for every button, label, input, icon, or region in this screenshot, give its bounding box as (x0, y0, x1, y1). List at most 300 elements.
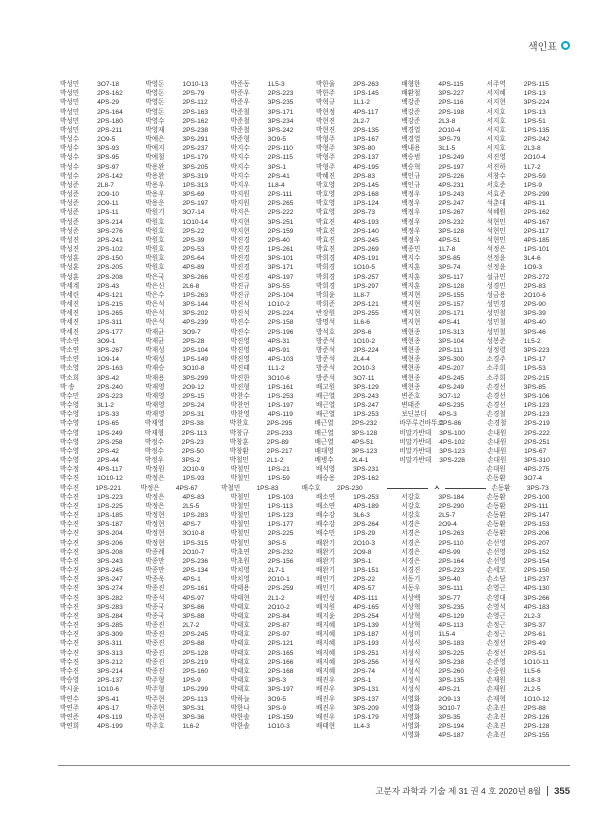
presentation-code: 4PS-239 (182, 319, 209, 327)
author-name: 손내원 (487, 429, 507, 437)
author-name: 보딘분더 (401, 411, 427, 419)
author-name: 박재용 (145, 374, 165, 382)
author-name: 박진석 (230, 310, 250, 318)
author-name: 박세진 (60, 310, 80, 318)
presentation-code: 4PS-51 (351, 438, 374, 446)
index-row (60, 502, 572, 511)
presentation-code: 2PS-225 (267, 530, 294, 538)
author-name: 박성준 (60, 218, 80, 226)
presentation-code: 1L8-3 (523, 677, 541, 685)
presentation-code: 3PS-299 (182, 374, 209, 382)
author-name: 선정윤 (486, 264, 506, 272)
presentation-code: 2PS-111 (267, 191, 293, 199)
presentation-code: 1PS-123 (523, 402, 550, 410)
author-name: 박성훈 (60, 255, 80, 263)
author-name: 박지현 (230, 218, 250, 226)
author-name: 박재균 (145, 337, 165, 345)
presentation-code: 1PS-65 (96, 420, 119, 428)
author-name: 배석영 (315, 466, 336, 474)
presentation-code: 2PS-161 (182, 585, 209, 593)
author-name: 서강호 (401, 493, 421, 501)
author-name: 박수진 (60, 557, 80, 565)
index-table (60, 80, 572, 740)
index-row (60, 318, 572, 327)
index-row (60, 364, 572, 373)
presentation-code: 2PS-156 (267, 557, 294, 565)
author-name: 박현진 (315, 117, 336, 125)
presentation-code: 2PS-162 (353, 475, 379, 483)
author-name: 박정은 (145, 502, 165, 510)
author-name: 서강호 (401, 512, 421, 520)
presentation-code: 2L1-2 (266, 457, 284, 465)
presentation-code: 4PS-21 (438, 686, 461, 694)
author-name: 비말가반데 (399, 447, 432, 455)
author-name: 박성준 (60, 191, 80, 199)
presentation-code: 2PS-233 (266, 429, 293, 437)
presentation-code: 2PS-206 (523, 530, 550, 538)
presentation-code: 3PS-234 (267, 117, 294, 125)
presentation-code: 4PS-1 (182, 576, 201, 584)
author-name: 박정현 (145, 530, 165, 538)
presentation-code: 2PS-147 (523, 512, 550, 520)
author-name: 박효진 (315, 236, 336, 244)
presentation-code: 3PS-74 (438, 264, 461, 272)
presentation-code: 2PS-255 (353, 310, 379, 318)
author-name: 박수진 (60, 539, 80, 547)
author-name: 박태호 (230, 677, 250, 685)
index-row (60, 135, 572, 144)
presentation-code: 1PS-261 (267, 246, 294, 254)
presentation-code: 4PS-119 (97, 713, 123, 721)
presentation-code: 2PS-265 (267, 200, 294, 208)
presentation-code: 4PS-191 (353, 255, 379, 263)
presentation-code: 3PS-69 (182, 191, 205, 199)
author-name: 박수진 (60, 594, 80, 602)
author-name: 박정은 (145, 493, 165, 501)
presentation-code: 3PS-231 (353, 466, 379, 474)
presentation-code: 3PS-106 (523, 392, 550, 400)
author-name: 박시윤 (60, 686, 80, 694)
presentation-code: 2PS-245 (182, 631, 209, 639)
author-name: 박정우 (144, 457, 164, 465)
author-name: 손초진 (486, 723, 506, 731)
presentation-code (174, 731, 230, 740)
author-name: 박철민 (230, 502, 250, 510)
author-name: 손내원 (487, 447, 507, 455)
index-row (60, 208, 572, 217)
presentation-code: 4PS-115 (438, 81, 464, 88)
presentation-code: 1PS-113 (267, 502, 293, 510)
presentation-code: 3PS-85 (438, 255, 461, 263)
presentation-code: 3PS-31 (182, 704, 205, 712)
presentation-code: 2PS-134 (182, 567, 209, 575)
author-name: 박지수 (230, 145, 250, 153)
presentation-code: 3PS-311 (97, 640, 123, 648)
author-name: 박종진 (145, 649, 165, 657)
author-name: 박초원 (230, 557, 250, 565)
index-row (60, 474, 572, 483)
presentation-code: 2PS-110 (438, 539, 464, 547)
presentation-code: 2PS-42 (96, 447, 119, 455)
presentation-code: 2PS-223 (438, 567, 465, 575)
author-name: 박철민 (230, 539, 250, 547)
presentation-code: 3PS-235 (438, 603, 465, 611)
presentation-code: 1L6-2 (182, 723, 200, 731)
presentation-code: 1PS-251 (353, 649, 379, 657)
author-name: 백현종 (401, 383, 421, 391)
author-name: 박창규 (229, 429, 249, 437)
index-row (60, 346, 572, 355)
author-name: 박수진 (60, 548, 80, 556)
presentation-code: 1O10-12 (97, 475, 123, 483)
presentation-code: 3PS-101 (267, 255, 294, 263)
presentation-code: 1PS-124 (353, 200, 379, 208)
presentation-code: 2PS-245 (353, 236, 379, 244)
index-row (60, 649, 572, 658)
author-name: 변태준 (401, 402, 421, 410)
author-name: 석혜원 (486, 209, 506, 217)
author-name: 박태호 (230, 640, 250, 648)
presentation-code: 4PS-117 (97, 466, 123, 474)
presentation-code: 2PS-22 (182, 227, 205, 235)
presentation-code: 2PS-40 (267, 236, 290, 244)
journal-info: 고분자 과학과 기술 제 31 권 4 호 2020년 8월 (375, 786, 542, 796)
presentation-code: 3PS-183 (438, 640, 465, 648)
author-name: 서성식 (401, 677, 421, 685)
presentation-code: 4PS-167 (523, 218, 550, 226)
author-name: 손초진 (486, 732, 506, 740)
author-name: 박종국 (145, 603, 165, 611)
presentation-code: 3PS-73 (526, 484, 549, 492)
presentation-code: 2PS-232 (351, 420, 378, 428)
author-name: 박재영 (145, 411, 165, 419)
author-name: 박수민 (60, 392, 80, 400)
presentation-code: 4PS-189 (353, 502, 379, 510)
presentation-code: 2PS-247 (438, 200, 465, 208)
presentation-code: 1L5-6 (523, 668, 541, 675)
presentation-code: 3PS-310 (524, 457, 550, 465)
presentation-code: 1PS-103 (267, 493, 294, 501)
presentation-code: 3PS-123 (439, 447, 465, 455)
author-name: 박지수 (230, 163, 250, 171)
presentation-code: 2PS-152 (523, 548, 550, 556)
author-name: 서상백 (401, 594, 421, 602)
index-row (60, 282, 572, 291)
author-name: 백인규 (401, 181, 421, 189)
author-name: 박수진 (60, 622, 80, 630)
presentation-code: 4PS-97 (182, 594, 205, 602)
author-name: 박세계 (60, 282, 80, 290)
presentation-code: 1PS-253 (267, 392, 294, 400)
author-name: 박소연 (60, 356, 80, 364)
index-row (60, 383, 572, 392)
presentation-code: 1L1-2 (267, 365, 285, 373)
presentation-code: 1PS-237 (523, 576, 550, 584)
author-name: 박종만 (145, 567, 165, 575)
author-name: 박철민 (230, 466, 250, 474)
author-name: 박세진 (60, 328, 80, 336)
presentation-code: 3PS-238 (438, 658, 465, 666)
index-row (60, 273, 572, 282)
author-name: 박성민 (60, 90, 80, 98)
index-row (60, 630, 572, 639)
presentation-code: 2PS-217 (266, 447, 293, 455)
presentation-code: 3PS-225 (438, 649, 465, 657)
author-name: 박정현 (145, 512, 165, 520)
presentation-code: 2PS-223 (267, 90, 294, 98)
presentation-code: 4PS-245 (438, 374, 465, 382)
author-name: 박원호 (145, 246, 165, 254)
author-name: 서지호 (486, 136, 506, 144)
author-name: 박종진 (145, 631, 165, 639)
index-row (60, 98, 572, 107)
presentation-code: 2PS-61 (523, 631, 546, 639)
author-name: 박진규 (230, 282, 250, 290)
presentation-code: 2PS-135 (353, 126, 379, 134)
presentation-code: 2PS-256 (353, 658, 379, 666)
author-name: 손정선 (486, 649, 506, 657)
author-name: 서지혜 (486, 90, 506, 98)
presentation-code (345, 731, 401, 740)
presentation-code: 2PS-88 (523, 704, 546, 712)
presentation-code: 3O10-8 (182, 530, 205, 538)
author-name: 소주희 (486, 365, 506, 373)
author-name: 서상혁 (401, 622, 421, 630)
author-name: 박한솔 (230, 713, 250, 721)
author-name: 박찬영 (230, 411, 250, 419)
presentation-code: 3PS-235 (267, 99, 294, 107)
presentation-code: 1PS-249 (438, 154, 465, 162)
presentation-code: 2PS-116 (438, 99, 464, 107)
author-name: 서경진 (401, 567, 421, 575)
author-name: 박원기 (145, 209, 165, 217)
author-name: 박성준 (60, 227, 80, 235)
index-row (60, 529, 572, 538)
presentation-code: 2PS-155 (438, 291, 465, 299)
presentation-code: 3L4-6 (523, 255, 541, 263)
presentation-code: 4PS-29 (97, 99, 120, 107)
presentation-code: 1PS-139 (353, 622, 379, 630)
presentation-code: 1O9-3 (523, 264, 543, 272)
index-row (60, 621, 572, 630)
author-name: 백현종 (401, 365, 421, 373)
author-name: 박은석 (145, 319, 165, 327)
author-name: 박지현 (230, 227, 250, 235)
author-name: 박진경 (230, 255, 250, 263)
presentation-code: 4PS-111 (353, 594, 378, 602)
presentation-code: 2PS-254 (353, 612, 379, 620)
presentation-code: 2O10-3 (353, 539, 376, 547)
author-name: 배진우 (315, 695, 336, 703)
presentation-code: 2L6-8 (182, 282, 200, 290)
presentation-code: 1PS-11 (97, 209, 119, 217)
presentation-code: 2PS-232 (267, 548, 294, 556)
presentation-code: 3PS-276 (97, 227, 123, 235)
author-name: 박태호 (230, 658, 250, 666)
presentation-code: 3PS-266 (182, 273, 209, 281)
presentation-code: 1PS-179 (182, 154, 209, 162)
author-name: 손동환 (491, 484, 511, 492)
author-name: 박주형 (145, 677, 165, 685)
presentation-code: 2PS-215 (523, 374, 550, 382)
author-name: 손영석 (486, 603, 506, 611)
presentation-code: 2PS-115 (267, 154, 293, 162)
author-name: 백지훈 (401, 282, 421, 290)
author-name: 손세모 (486, 567, 506, 575)
author-name: 배지혜 (315, 668, 336, 675)
presentation-code: 3PS-123 (351, 447, 378, 455)
author-name: 서성식 (401, 649, 421, 657)
author-name: 배인기 (315, 585, 336, 593)
author-name: 박종진 (145, 622, 165, 630)
presentation-code: 3PS-309 (97, 631, 123, 639)
presentation-code: 3PS-282 (97, 594, 123, 602)
index-row (60, 603, 572, 612)
author-name: 박형주 (315, 136, 336, 144)
presentation-code: 1PS-33 (97, 411, 120, 419)
presentation-code: 3PS-46 (523, 328, 546, 336)
author-name: 서영화 (401, 713, 421, 721)
presentation-code: 2PS-22 (353, 576, 376, 584)
author-name (401, 474, 430, 483)
presentation-code: 4PS-129 (438, 612, 465, 620)
author-name: 박호영 (315, 181, 336, 189)
presentation-code: 1L1-2 (353, 99, 370, 107)
presentation-code: 3PS-41 (97, 695, 120, 703)
author-name: 박수진 (60, 512, 80, 520)
presentation-code: 2PS-121 (353, 301, 379, 309)
section-heading (382, 484, 491, 493)
author-name: 박성진 (60, 246, 80, 254)
author-name: 변준호 (401, 392, 421, 400)
presentation-code: 2PS-150 (523, 567, 550, 575)
author-name: 박성민 (60, 81, 80, 88)
presentation-code: 2PS-145 (353, 181, 379, 189)
presentation-code: 3PS-35 (438, 713, 461, 721)
author-name: 서영화 (401, 732, 421, 740)
presentation-code: 2PS-197 (182, 200, 209, 208)
author-name: 방준석 (315, 356, 336, 364)
author-name: 박주현 (145, 695, 165, 703)
index-row (60, 612, 572, 621)
presentation-code: 2PS-243 (353, 392, 379, 400)
presentation-code: 3PS-313 (97, 649, 123, 657)
presentation-code: 2PS-230 (336, 484, 363, 492)
author-name: 박종례 (145, 548, 165, 556)
author-name: 박 송 (60, 383, 75, 391)
index-row (60, 153, 572, 162)
presentation-code: 2O10-9 (182, 466, 205, 474)
index-row (60, 419, 572, 428)
index-row (60, 438, 572, 447)
author-name: 박지원 (230, 191, 250, 199)
author-name: 서경은 (401, 521, 421, 529)
presentation-code: 3PS-131 (353, 686, 379, 694)
author-name: 서진하 (486, 163, 506, 171)
author-name: 박찬수 (230, 392, 250, 400)
author-name: 박준우 (230, 90, 250, 98)
author-name: 박한나 (230, 704, 250, 712)
presentation-code: 1O10-3 (267, 723, 290, 731)
presentation-code: 2PS-83 (523, 282, 546, 290)
index-row (60, 108, 572, 117)
presentation-code: 2O10-2 (267, 603, 290, 611)
index-row (60, 236, 572, 245)
author-name: 박종만 (145, 557, 165, 565)
presentation-code: 2PS-180 (97, 117, 123, 125)
author-name: 배지윤 (315, 612, 336, 620)
presentation-code: 2PS-86 (439, 420, 462, 428)
author-name: 박세진 (60, 319, 80, 327)
author-name: 박치영 (230, 567, 250, 575)
author-name: 박원호 (145, 218, 165, 226)
presentation-code: 2PS-162 (182, 117, 209, 125)
author-name: 손초진 (486, 713, 506, 721)
presentation-code: 3PS-79 (438, 136, 461, 144)
author-name: 백정우 (401, 218, 421, 226)
index-row (60, 557, 572, 566)
index-row (60, 566, 572, 575)
presentation-code: 3PS-214 (97, 668, 123, 675)
presentation-code: 2PS-79 (182, 90, 205, 98)
author-name: 서경은 (401, 539, 421, 547)
index-row (60, 594, 572, 603)
author-name: 박준철 (230, 126, 250, 134)
presentation-code: 2PS-295 (266, 420, 293, 428)
author-name (145, 731, 174, 740)
author-name: 손선영 (486, 539, 506, 547)
presentation-code: 1PS-223 (97, 493, 123, 501)
author-name: 서호준 (486, 181, 506, 189)
presentation-code: 3O7-4 (523, 475, 543, 483)
presentation-code: 4PS-197 (267, 273, 294, 281)
presentation-code: 2PS-112 (182, 99, 208, 107)
presentation-code: 2PS-241 (97, 236, 123, 244)
presentation-code: 1PS-101 (523, 246, 550, 254)
author-name: 석현민 (486, 236, 506, 244)
author-name: 박수영 (60, 411, 80, 419)
author-name: 배완기 (315, 548, 336, 556)
author-name: 손정근 (486, 622, 506, 630)
author-name: 박수진 (60, 502, 80, 510)
author-name: 박형주 (315, 154, 336, 162)
author-name: 박정현 (145, 521, 165, 529)
presentation-code: 2L5-5 (182, 502, 200, 510)
author-name: 박희경 (315, 282, 336, 290)
presentation-code: 2PS-43 (97, 282, 120, 290)
presentation-code: 2O10-4 (523, 154, 546, 162)
presentation-code: 2PS-39 (182, 236, 205, 244)
presentation-code: 2PS-59 (523, 172, 546, 180)
author-name: 백강준 (401, 117, 421, 125)
presentation-code: 2PS-197 (438, 163, 465, 171)
presentation-code: 3PS-128 (438, 227, 465, 235)
presentation-code: 2PS-166 (267, 658, 294, 666)
presentation-code: 3PS-95 (97, 154, 120, 162)
index-row (60, 548, 572, 557)
index-row (60, 144, 572, 153)
footer (375, 785, 570, 797)
author-name: 박수진 (60, 576, 80, 584)
presentation-code: 4PS-121 (97, 291, 123, 299)
author-name: 배근열 (314, 438, 334, 446)
author-name: 박정수 (144, 447, 164, 455)
presentation-code: 2PS-88 (182, 640, 205, 648)
author-name: 박진형 (230, 383, 250, 391)
author-name: 선정윤 (486, 255, 506, 263)
author-name: 배진우 (315, 686, 336, 694)
presentation-code: 3PS-42 (97, 374, 120, 382)
